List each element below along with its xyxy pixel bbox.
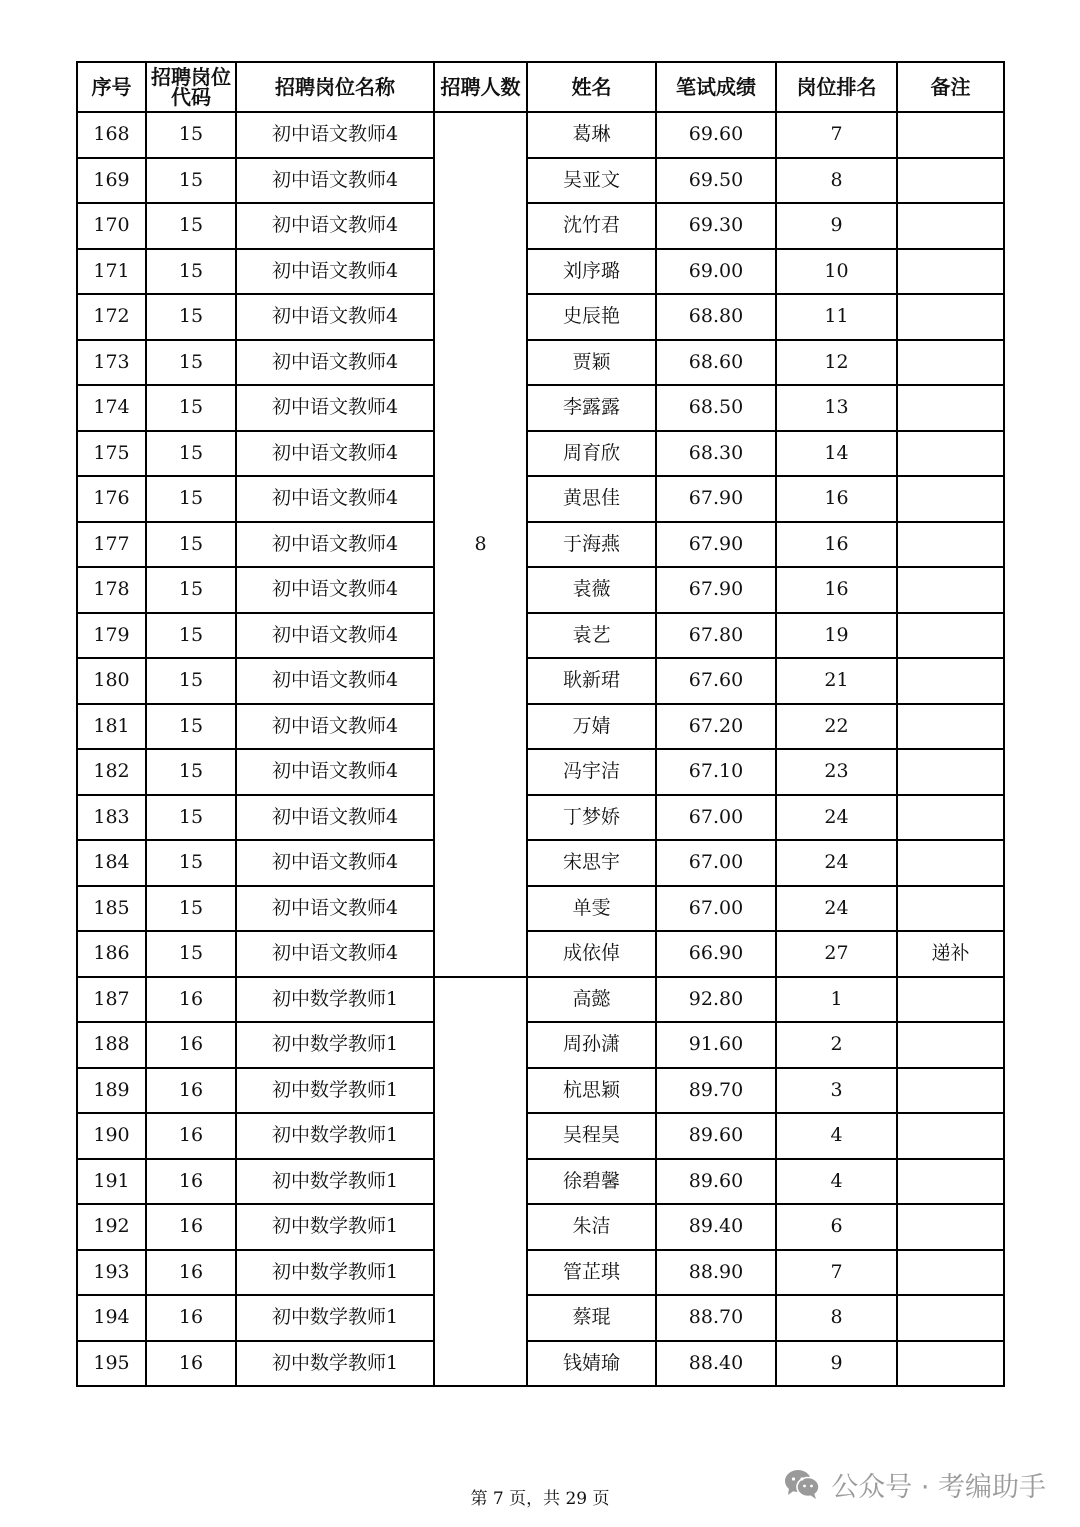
cell-seq: 176 bbox=[77, 476, 146, 522]
cell-hires-group-2 bbox=[434, 977, 527, 1387]
cell-note bbox=[897, 1068, 1004, 1114]
cell-score: 69.50 bbox=[656, 158, 776, 204]
table-row bbox=[77, 476, 1004, 522]
table-row bbox=[77, 977, 1004, 1023]
cell-code: 16 bbox=[146, 1295, 236, 1341]
cell-position: 初中语文教师4 bbox=[236, 340, 434, 386]
cell-code: 15 bbox=[146, 886, 236, 932]
cell-position: 初中语文教师4 bbox=[236, 431, 434, 477]
header-score: 笔试成绩 bbox=[656, 62, 776, 112]
cell-code: 16 bbox=[146, 1159, 236, 1205]
cell-seq: 171 bbox=[77, 249, 146, 295]
cell-rank: 1 bbox=[776, 977, 897, 1023]
cell-score: 67.10 bbox=[656, 749, 776, 795]
table-row bbox=[77, 340, 1004, 386]
cell-rank: 14 bbox=[776, 431, 897, 477]
cell-seq: 195 bbox=[77, 1341, 146, 1387]
cell-seq: 189 bbox=[77, 1068, 146, 1114]
header-code bbox=[146, 62, 236, 112]
cell-seq: 184 bbox=[77, 840, 146, 886]
header-rank: 岗位排名 bbox=[776, 62, 897, 112]
cell-position: 初中数学教师1 bbox=[236, 1022, 434, 1068]
cell-seq: 185 bbox=[77, 886, 146, 932]
cell-seq: 170 bbox=[77, 203, 146, 249]
cell-rank: 24 bbox=[776, 886, 897, 932]
header-code-line-2: 代码 bbox=[171, 85, 211, 109]
cell-rank: 16 bbox=[776, 567, 897, 613]
cell-note bbox=[897, 1022, 1004, 1068]
cell-position: 初中数学教师1 bbox=[236, 1295, 434, 1341]
cell-position: 初中语文教师4 bbox=[236, 522, 434, 568]
cell-name: 耿新珺 bbox=[527, 658, 656, 704]
cell-score: 89.60 bbox=[656, 1113, 776, 1159]
cell-code: 15 bbox=[146, 112, 236, 158]
cell-name: 徐碧馨 bbox=[527, 1159, 656, 1205]
cell-seq: 169 bbox=[77, 158, 146, 204]
cell-score: 88.40 bbox=[656, 1341, 776, 1387]
cell-seq: 180 bbox=[77, 658, 146, 704]
table-row bbox=[77, 203, 1004, 249]
table-row bbox=[77, 1250, 1004, 1296]
cell-note bbox=[897, 385, 1004, 431]
cell-score: 67.20 bbox=[656, 704, 776, 750]
cell-seq: 182 bbox=[77, 749, 146, 795]
cell-seq: 188 bbox=[77, 1022, 146, 1068]
cell-name: 吴亚文 bbox=[527, 158, 656, 204]
table-row bbox=[77, 613, 1004, 659]
cell-name: 高懿 bbox=[527, 977, 656, 1023]
cell-note bbox=[897, 203, 1004, 249]
cell-seq: 177 bbox=[77, 522, 146, 568]
watermark bbox=[783, 1466, 1046, 1502]
cell-seq: 181 bbox=[77, 704, 146, 750]
cell-seq: 178 bbox=[77, 567, 146, 613]
cell-seq: 179 bbox=[77, 613, 146, 659]
cell-code: 16 bbox=[146, 1250, 236, 1296]
cell-name: 袁薇 bbox=[527, 567, 656, 613]
table-row bbox=[77, 249, 1004, 295]
cell-position: 初中数学教师1 bbox=[236, 1341, 434, 1387]
cell-code: 15 bbox=[146, 385, 236, 431]
cell-seq: 192 bbox=[77, 1204, 146, 1250]
cell-code: 16 bbox=[146, 977, 236, 1023]
table-row bbox=[77, 749, 1004, 795]
cell-rank: 27 bbox=[776, 931, 897, 977]
cell-position: 初中语文教师4 bbox=[236, 294, 434, 340]
cell-name: 宋思宇 bbox=[527, 840, 656, 886]
cell-name: 袁艺 bbox=[527, 613, 656, 659]
header-position-name: 招聘岗位名称 bbox=[236, 62, 434, 112]
cell-position: 初中语文教师4 bbox=[236, 249, 434, 295]
cell-rank: 24 bbox=[776, 795, 897, 841]
cell-score: 67.80 bbox=[656, 613, 776, 659]
table-row bbox=[77, 886, 1004, 932]
cell-position: 初中语文教师4 bbox=[236, 749, 434, 795]
cell-position: 初中数学教师1 bbox=[236, 977, 434, 1023]
cell-position: 初中语文教师4 bbox=[236, 613, 434, 659]
cell-position: 初中语文教师4 bbox=[236, 886, 434, 932]
cell-note bbox=[897, 476, 1004, 522]
watermark-text: 公众号 · 考编助手 bbox=[831, 1471, 1046, 1503]
cell-note bbox=[897, 431, 1004, 477]
cell-note bbox=[897, 658, 1004, 704]
cell-score: 91.60 bbox=[656, 1022, 776, 1068]
cell-seq: 183 bbox=[77, 795, 146, 841]
cell-position: 初中语文教师4 bbox=[236, 931, 434, 977]
cell-score: 67.90 bbox=[656, 476, 776, 522]
header-seq: 序号 bbox=[77, 62, 146, 112]
cell-position: 初中数学教师1 bbox=[236, 1068, 434, 1114]
cell-score: 67.00 bbox=[656, 840, 776, 886]
cell-note bbox=[897, 1204, 1004, 1250]
cell-seq: 187 bbox=[77, 977, 146, 1023]
header-person-name: 姓名 bbox=[527, 62, 656, 112]
cell-rank: 8 bbox=[776, 1295, 897, 1341]
cell-note bbox=[897, 795, 1004, 841]
cell-name: 葛琳 bbox=[527, 112, 656, 158]
header-note: 备注 bbox=[897, 62, 1004, 112]
cell-note bbox=[897, 704, 1004, 750]
cell-name: 万婧 bbox=[527, 704, 656, 750]
table-row bbox=[77, 567, 1004, 613]
cell-position: 初中语文教师4 bbox=[236, 704, 434, 750]
cell-note bbox=[897, 294, 1004, 340]
cell-code: 15 bbox=[146, 340, 236, 386]
cell-name: 于海燕 bbox=[527, 522, 656, 568]
table-row bbox=[77, 158, 1004, 204]
cell-name: 黄思佳 bbox=[527, 476, 656, 522]
cell-seq: 173 bbox=[77, 340, 146, 386]
cell-score: 69.00 bbox=[656, 249, 776, 295]
header-code-line-1: 招聘岗位 bbox=[151, 65, 231, 89]
cell-score: 69.30 bbox=[656, 203, 776, 249]
cell-note bbox=[897, 249, 1004, 295]
cell-name: 单雯 bbox=[527, 886, 656, 932]
cell-score: 66.90 bbox=[656, 931, 776, 977]
cell-name: 史辰艳 bbox=[527, 294, 656, 340]
cell-score: 88.90 bbox=[656, 1250, 776, 1296]
cell-rank: 9 bbox=[776, 1341, 897, 1387]
cell-code: 16 bbox=[146, 1341, 236, 1387]
cell-position: 初中语文教师4 bbox=[236, 112, 434, 158]
cell-rank: 24 bbox=[776, 840, 897, 886]
cell-code: 15 bbox=[146, 249, 236, 295]
cell-position: 初中数学教师1 bbox=[236, 1159, 434, 1205]
cell-name: 杭思颖 bbox=[527, 1068, 656, 1114]
cell-rank: 7 bbox=[776, 1250, 897, 1296]
cell-hires-group-1: 8 bbox=[434, 112, 527, 977]
cell-rank: 4 bbox=[776, 1113, 897, 1159]
cell-position: 初中数学教师1 bbox=[236, 1250, 434, 1296]
cell-note: 递补 bbox=[897, 931, 1004, 977]
cell-note bbox=[897, 840, 1004, 886]
cell-seq: 175 bbox=[77, 431, 146, 477]
cell-score: 68.60 bbox=[656, 340, 776, 386]
cell-name: 冯宇洁 bbox=[527, 749, 656, 795]
table-row bbox=[77, 294, 1004, 340]
cell-seq: 191 bbox=[77, 1159, 146, 1205]
cell-rank: 3 bbox=[776, 1068, 897, 1114]
header-row bbox=[77, 62, 1004, 112]
table-row bbox=[77, 522, 1004, 568]
cell-code: 15 bbox=[146, 931, 236, 977]
cell-name: 刘序璐 bbox=[527, 249, 656, 295]
cell-name: 吴程昊 bbox=[527, 1113, 656, 1159]
cell-code: 15 bbox=[146, 522, 236, 568]
table-row bbox=[77, 1113, 1004, 1159]
cell-seq: 186 bbox=[77, 931, 146, 977]
cell-seq: 194 bbox=[77, 1295, 146, 1341]
cell-seq: 193 bbox=[77, 1250, 146, 1296]
cell-seq: 168 bbox=[77, 112, 146, 158]
table-row bbox=[77, 658, 1004, 704]
cell-code: 16 bbox=[146, 1068, 236, 1114]
cell-rank: 10 bbox=[776, 249, 897, 295]
cell-rank: 16 bbox=[776, 522, 897, 568]
cell-score: 67.60 bbox=[656, 658, 776, 704]
cell-note bbox=[897, 1159, 1004, 1205]
cell-rank: 21 bbox=[776, 658, 897, 704]
cell-code: 15 bbox=[146, 613, 236, 659]
cell-score: 67.00 bbox=[656, 795, 776, 841]
table-row bbox=[77, 1204, 1004, 1250]
table-row bbox=[77, 795, 1004, 841]
cell-score: 68.50 bbox=[656, 385, 776, 431]
cell-code: 15 bbox=[146, 294, 236, 340]
cell-position: 初中语文教师4 bbox=[236, 840, 434, 886]
cell-position: 初中语文教师4 bbox=[236, 385, 434, 431]
cell-rank: 4 bbox=[776, 1159, 897, 1205]
cell-rank: 16 bbox=[776, 476, 897, 522]
cell-rank: 23 bbox=[776, 749, 897, 795]
table-row bbox=[77, 1068, 1004, 1114]
cell-rank: 22 bbox=[776, 704, 897, 750]
cell-rank: 2 bbox=[776, 1022, 897, 1068]
cell-name: 钱婧瑜 bbox=[527, 1341, 656, 1387]
cell-position: 初中语文教师4 bbox=[236, 158, 434, 204]
cell-position: 初中语文教师4 bbox=[236, 795, 434, 841]
cell-note bbox=[897, 112, 1004, 158]
cell-name: 丁梦娇 bbox=[527, 795, 656, 841]
cell-position: 初中语文教师4 bbox=[236, 658, 434, 704]
cell-note bbox=[897, 1295, 1004, 1341]
cell-score: 89.40 bbox=[656, 1204, 776, 1250]
wechat-icon bbox=[783, 1468, 821, 1500]
cell-score: 92.80 bbox=[656, 977, 776, 1023]
cell-score: 68.30 bbox=[656, 431, 776, 477]
cell-name: 周育欣 bbox=[527, 431, 656, 477]
cell-score: 88.70 bbox=[656, 1295, 776, 1341]
cell-seq: 190 bbox=[77, 1113, 146, 1159]
table-body bbox=[77, 112, 1004, 1386]
cell-rank: 13 bbox=[776, 385, 897, 431]
cell-position: 初中语文教师4 bbox=[236, 567, 434, 613]
cell-name: 成依倬 bbox=[527, 931, 656, 977]
cell-rank: 12 bbox=[776, 340, 897, 386]
cell-name: 李露露 bbox=[527, 385, 656, 431]
cell-code: 15 bbox=[146, 567, 236, 613]
table-row bbox=[77, 385, 1004, 431]
results-table bbox=[76, 61, 1005, 1387]
cell-code: 15 bbox=[146, 658, 236, 704]
table-row bbox=[77, 1159, 1004, 1205]
cell-name: 沈竹君 bbox=[527, 203, 656, 249]
cell-code: 15 bbox=[146, 431, 236, 477]
cell-code: 15 bbox=[146, 203, 236, 249]
cell-code: 15 bbox=[146, 158, 236, 204]
cell-score: 67.90 bbox=[656, 567, 776, 613]
cell-note bbox=[897, 340, 1004, 386]
cell-code: 16 bbox=[146, 1113, 236, 1159]
cell-code: 15 bbox=[146, 840, 236, 886]
cell-note bbox=[897, 1341, 1004, 1387]
cell-seq: 172 bbox=[77, 294, 146, 340]
cell-rank: 11 bbox=[776, 294, 897, 340]
cell-score: 68.80 bbox=[656, 294, 776, 340]
cell-rank: 9 bbox=[776, 203, 897, 249]
table-row bbox=[77, 1341, 1004, 1387]
cell-name: 朱洁 bbox=[527, 1204, 656, 1250]
table-row bbox=[77, 840, 1004, 886]
cell-name: 周孙潇 bbox=[527, 1022, 656, 1068]
cell-code: 15 bbox=[146, 704, 236, 750]
table-row bbox=[77, 704, 1004, 750]
cell-note bbox=[897, 749, 1004, 795]
cell-position: 初中数学教师1 bbox=[236, 1113, 434, 1159]
cell-note bbox=[897, 613, 1004, 659]
cell-note bbox=[897, 1250, 1004, 1296]
table-row bbox=[77, 931, 1004, 977]
cell-code: 15 bbox=[146, 749, 236, 795]
cell-note bbox=[897, 567, 1004, 613]
cell-position: 初中数学教师1 bbox=[236, 1204, 434, 1250]
cell-rank: 19 bbox=[776, 613, 897, 659]
table-row bbox=[77, 112, 1004, 158]
cell-note bbox=[897, 886, 1004, 932]
cell-score: 67.90 bbox=[656, 522, 776, 568]
cell-rank: 8 bbox=[776, 158, 897, 204]
table-row bbox=[77, 431, 1004, 477]
cell-score: 89.70 bbox=[656, 1068, 776, 1114]
cell-note bbox=[897, 158, 1004, 204]
cell-code: 16 bbox=[146, 1204, 236, 1250]
cell-note bbox=[897, 977, 1004, 1023]
cell-name: 蔡琨 bbox=[527, 1295, 656, 1341]
cell-code: 16 bbox=[146, 1022, 236, 1068]
cell-score: 89.60 bbox=[656, 1159, 776, 1205]
cell-seq: 174 bbox=[77, 385, 146, 431]
cell-code: 15 bbox=[146, 795, 236, 841]
cell-score: 67.00 bbox=[656, 886, 776, 932]
cell-code: 15 bbox=[146, 476, 236, 522]
table-row bbox=[77, 1295, 1004, 1341]
cell-note bbox=[897, 522, 1004, 568]
cell-score: 69.60 bbox=[656, 112, 776, 158]
cell-position: 初中语文教师4 bbox=[236, 476, 434, 522]
cell-name: 贾颖 bbox=[527, 340, 656, 386]
table-row bbox=[77, 1022, 1004, 1068]
cell-position: 初中语文教师4 bbox=[236, 203, 434, 249]
cell-rank: 7 bbox=[776, 112, 897, 158]
page-number: 第 7 页，共 29 页 bbox=[470, 1489, 610, 1509]
cell-rank: 6 bbox=[776, 1204, 897, 1250]
cell-note bbox=[897, 1113, 1004, 1159]
header-hires: 招聘人数 bbox=[434, 62, 527, 112]
cell-name: 管芷琪 bbox=[527, 1250, 656, 1296]
